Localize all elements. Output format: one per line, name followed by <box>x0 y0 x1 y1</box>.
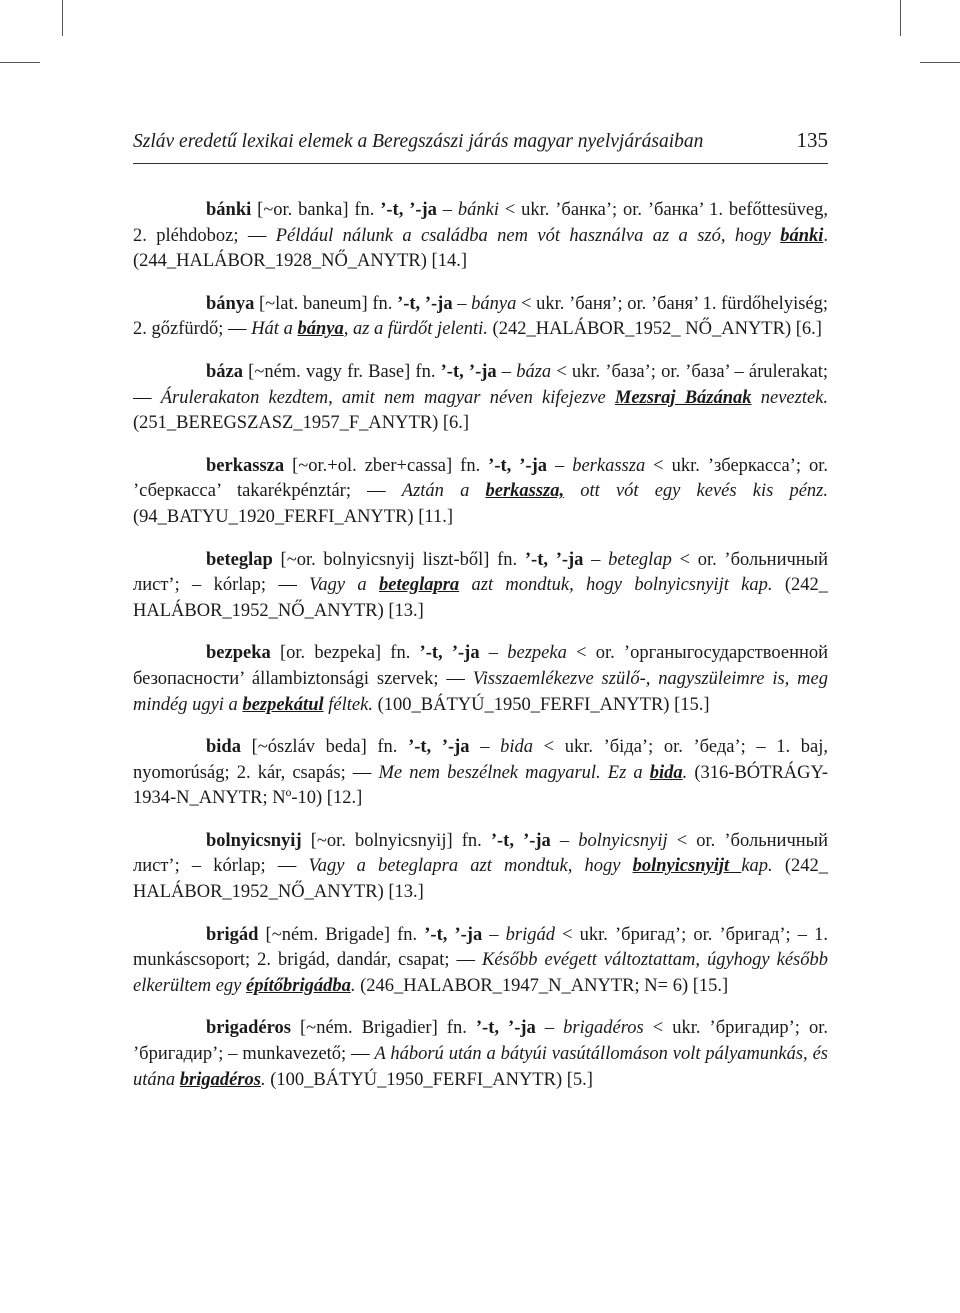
crop-mark-top-right <box>900 0 901 36</box>
italic-run: bánya <box>471 293 517 314</box>
text-run: – <box>482 924 506 945</box>
italic-run: . <box>682 762 688 783</box>
underlined-run: beteglapra <box>379 575 460 596</box>
entry-banya <box>133 292 828 343</box>
italic-run: féltek. <box>323 694 373 715</box>
page-number: 135 <box>796 128 828 152</box>
italic-run: báza <box>516 361 552 382</box>
text-run: (94_BATYU_1920_FERFI_ANYTR) [11.] <box>133 506 453 527</box>
italic-run: brigadéros <box>563 1018 644 1039</box>
text-run: [~or.+ol. zber+cassa] fn. <box>284 455 489 476</box>
text-run: < or. ’больничный лист’; – kórlap; — <box>133 549 829 596</box>
bold-run: bánki <box>206 200 252 220</box>
text-run: (242_HALÁBOR_1952_ NŐ_ANYTR) [6.] <box>487 319 822 340</box>
italic-run: Hát a <box>251 319 298 340</box>
italic-run: Visszaemlékezve szülő-, nagyszüleimre is, meg mindég ugyi a <box>133 668 828 715</box>
bold-run: ’-t, ’-ja <box>424 924 483 945</box>
italic-run: A háború után a bátyúi vasútállomáson volt pályamunkás, és utána <box>133 1044 828 1090</box>
italic-run: Vagy a <box>309 575 380 596</box>
italic-run: . <box>350 975 356 996</box>
text-run: – <box>535 1018 564 1039</box>
entry-brigaderos <box>133 1016 828 1093</box>
text-run: (242_ HALÁBOR_1952_NŐ_ANYTR) [13.] <box>133 575 828 621</box>
italic-run: bolnyicsnyij <box>578 830 668 851</box>
page-header <box>133 128 828 153</box>
text-run: [~ném. Brigade] fn. <box>258 924 425 945</box>
entry-berkassza <box>133 454 828 531</box>
bold-run: bezpeka <box>206 643 271 664</box>
underlined-run: bida <box>649 762 683 783</box>
text-run: – <box>583 549 609 570</box>
bold-run: ’-t, ’-ja <box>419 643 480 664</box>
text-run: . (244_HALÁBOR_1928_NŐ_ANYTR) [14.] <box>133 225 828 272</box>
italic-run: bezpeka <box>507 643 567 664</box>
text-run: [~ószláv beda] fn. <box>240 737 409 758</box>
bold-run: beteglap <box>206 549 273 570</box>
text-run: < or. ’больничный лист’; – kórlap; — <box>133 830 828 877</box>
entry-beteglap <box>133 548 828 625</box>
italic-run: Aztán a <box>401 481 486 502</box>
italic-run: Árulerakaton kezdtem, amit nem magyar néven kifejezve <box>160 387 615 408</box>
text-run: (242_ HALÁBOR_1952_NŐ_ANYTR) [13.] <box>133 856 828 903</box>
italic-run: Me nem beszélnek magyarul. Ez a <box>378 762 650 783</box>
bold-run: ’-t, ’-ja <box>490 830 551 851</box>
header-rule <box>133 163 828 164</box>
bold-run: ’-t, ’-ja <box>524 549 584 570</box>
entry-brigad <box>133 923 828 1000</box>
underlined-run: bánya <box>297 319 344 340</box>
text-run: [~lat. baneum] fn. <box>254 293 398 314</box>
text-run: (251_BEREGSZASZ_1957_F_ANYTR) [6.] <box>133 413 470 434</box>
bold-run: bánya <box>206 293 255 314</box>
italic-run: kap. <box>741 856 773 877</box>
entry-banki <box>133 198 828 275</box>
bold-run: brigád <box>206 924 259 945</box>
entry-bolnyicsnyij <box>133 829 828 906</box>
underlined-run: brigadéros <box>179 1069 261 1090</box>
bold-run: ’-t, ’-ja <box>475 1018 536 1039</box>
italic-run: bida <box>500 737 533 758</box>
crop-mark-top-left <box>62 0 63 36</box>
text-run: < ukr. ’банка’; or. ’банка’ 1. befőttesüveg, 2. pléhdoboz; — <box>133 200 828 246</box>
bold-run: ’-t, ’-ja <box>408 737 470 758</box>
entry-bezpeka <box>133 641 828 718</box>
bold-run: ’-t, ’-ja <box>380 200 437 220</box>
text-run: < ukr. ’біда’; or. ’беда’; – 1. baj, nyomorúság; 2. kár, csapás; — <box>133 737 828 783</box>
italic-run: , az a fürdőt jelenti. <box>343 319 488 340</box>
text-run: – <box>550 830 579 851</box>
bold-run: berkassza <box>206 455 285 476</box>
text-run: < or. ’органыгосударствоенной безопасности’ állambiztonsági szervek; — <box>133 643 829 689</box>
underlined-run: bezpekátul <box>242 694 324 715</box>
italic-run: Később evégett változtattam, úgyhogy később elkerültem egy <box>133 950 828 996</box>
text-run: – <box>547 455 573 476</box>
crop-mark-right <box>920 62 960 63</box>
text-run: [~ném. vagy fr. Base] fn. <box>243 361 441 382</box>
text-run: – <box>469 737 501 758</box>
bold-run: bolnyicsnyij <box>206 830 302 851</box>
text-run: – <box>436 200 458 220</box>
bold-run: brigadéros <box>206 1018 291 1039</box>
bold-run: báza <box>206 361 243 382</box>
italic-run: azt mondtuk, hogy bolnyicsnyijt kap. <box>459 575 773 596</box>
italic-run: neveztek. <box>751 387 829 408</box>
italic-run: Vagy a beteglapra azt mondtuk, hogy <box>308 856 633 877</box>
text-run: (316-BÓTRÁGY-1934-N_ANYTR; Nº-10) [12.] <box>133 762 828 809</box>
underlined-run: Mezsraj Bázának <box>614 387 752 408</box>
italic-run: berkassza <box>572 455 646 476</box>
text-run: < ukr. ’зберкасса’; or. ’сберкасса’ takarékpénztár; — <box>133 455 829 502</box>
text-run: < ukr. ’бригадир’; or. ’бригадир’; – munkavezető; — <box>133 1018 828 1065</box>
dictionary-entries <box>133 198 828 1110</box>
entry-bida <box>133 735 828 812</box>
running-head: Szláv eredetű lexikai elemek a Beregszászi járás magyar nyelvjárásaiban <box>133 131 704 152</box>
text-run: (246_HALABOR_1947_N_ANYTR; N= 6) [15.] <box>355 975 729 996</box>
text-run: < ukr. ’баня’; or. ’баня’ 1. fürdőhelyiség; 2. gőzfürdő; — <box>133 293 829 340</box>
text-run: (100_BÁTYÚ_1950_FERFI_ANYTR) [15.] <box>372 694 710 715</box>
underlined-run: építőbrigádba <box>246 975 351 996</box>
text-run: (100_BÁTYÚ_1950_FERFI_ANYTR) [5.] <box>265 1069 593 1090</box>
text-run: – <box>479 643 508 664</box>
italic-run: ott vót egy kevés kis pénz. <box>564 481 828 502</box>
underlined-run: bolnyicsnyijt <box>632 856 742 877</box>
crop-mark-left <box>0 62 40 63</box>
bold-run: bida <box>206 737 241 758</box>
text-run: [~or. bolnyicsnyij liszt-ből] fn. <box>272 549 525 570</box>
underlined-run: berkassza, <box>485 481 565 502</box>
italic-run: brigád <box>505 924 555 945</box>
text-run: [~ném. Brigadier] fn. <box>290 1018 476 1039</box>
text-run: [or. bezpeka] fn. <box>270 643 420 664</box>
text-run: < ukr. ’база’; or. ’база’ – árulerakat; — <box>133 361 828 408</box>
italic-run: Például nálunk a családba nem vót használva az a szó, hogy <box>275 225 781 246</box>
bold-run: ’-t, ’-ja <box>488 455 547 476</box>
entry-baza <box>133 360 828 437</box>
bold-run: ’-t, ’-ja <box>397 293 453 314</box>
underlined-run: bánki <box>780 225 824 246</box>
text-run: – <box>452 293 472 314</box>
italic-run: . <box>260 1069 266 1090</box>
text-run: – <box>496 361 517 382</box>
italic-run: bánki <box>457 200 499 220</box>
italic-run: beteglap <box>608 549 672 570</box>
text-run: < ukr. ’бригад’; or. ’бригад’; – 1. munkáscsoport; 2. brigád, dandár, csapat; — <box>133 924 829 971</box>
text-run: [~or. bolnyicsnyij] fn. <box>301 830 491 851</box>
text-run: [~or. banka] fn. <box>251 200 381 220</box>
bold-run: ’-t, ’-ja <box>440 361 497 382</box>
